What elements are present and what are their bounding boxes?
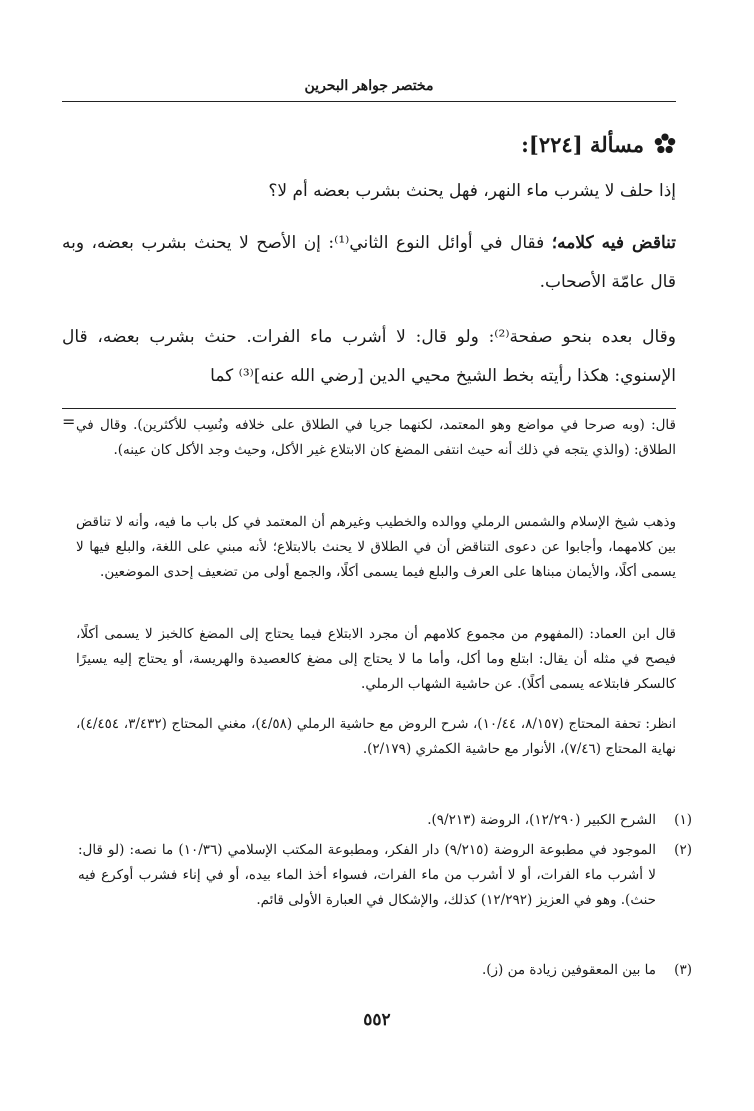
header-title: مختصر جواهر البحرين (304, 78, 434, 94)
note-block-1: قال: (وبه صرحا في مواضع وهو المعتمد، لكنهما جريا في الطلاق على خلافه ونُسِب للأكثرين). وقال في الطلاق: (والذي يتجه في ذلك أنه حيث انتفى المضغ كان الابتلاع غير الأكل، وحيث وجد الأكل كان عينه). (76, 417, 676, 458)
question-label: مسألة [٢٢٤]: (521, 131, 644, 157)
note-block-4: انظر: تحفة المحتاج (٨/١٥٧، ١٠/٤٤)، شرح الروض مع حاشية الرملي (٤/٥٨)، مغني المحتاج (٣/٤٣٢، ٤/٤٥٤)، نهاية المحتاج (٧/٤٦)، الأنوار مع حاشية الكمثري (٢/١٧٩). (76, 716, 676, 757)
footnote-text: ما بين المعقوفين زيادة من (ز). (481, 962, 656, 978)
footnote-1 (78, 808, 692, 833)
footnote-number: (٣) (674, 962, 692, 978)
page-number: ٥٥٢ (363, 1010, 391, 1030)
question-heading (116, 124, 676, 164)
footnote-text: الموجود في مطبوعة الروضة (٩/٢١٥) دار الفكر، ومطبوعة المكتب الإسلامي (١٠/٣٦) ما نصه: (لو قال: لا أشرب ماء الفرات، أو لا أشرب من ماء الفرات، فسواء أخذ الماء بيده، أو في إناء فشرب أوكرع فيه حنث). وهو في العزيز (١٢/٢٩٢) كذلك، والإشكال في العبارة الأولى قائم. (78, 842, 656, 908)
flower-ornament-icon (654, 133, 676, 155)
footnote-number: (١) (674, 812, 692, 828)
note-block-3: قال ابن العماد: (المفهوم من مجموع كلامهم أن مجرد الابتلاع فيما يحتاج إلى المضغ كالخبز لا يسمى أكلًا، فيصح في مثله أن يقال: ابتلع وما أكل، وأما ما لا يحتاج إلى مضغ كالعصيدة والهريسة، أو يحتاج إليه يسيرًا كالسكر فابتلاعه يسمى أكلًا). عن حاشية الشهاب الرملي. (76, 626, 676, 692)
body-paragraph-1: إذا حلف لا يشرب ماء النهر، فهل يحنث بشرب بعضه أم لا؟ (268, 181, 676, 201)
body-emphasis: تناقض فيه كلامه؛ (551, 233, 676, 253)
continuation-mark: = (62, 412, 76, 431)
footnote-2 (78, 838, 692, 913)
note-block-2: وذهب شيخ الإسلام والشمس الرملي ووالده والخطيب وغيرهم أن المعتمد في كل باب ما فيه، وأنه لا تناقض بين كلامهما، وأجابوا عن دعوى التناقض أن في الطلاق لا يحنث بالابتلاع؛ لأنه مبني على اللغة، والبلع فيها لا يسمى أكلًا، والأيمان مبناها على العرف والبلع فيما يسمى أكلًا، والجمع أولى من تضعيف إحدى الموضعين. (76, 514, 676, 580)
footnote-3 (78, 958, 692, 983)
footnote-text: الشرح الكبير (١٢/٢٩٠)، الروضة (٩/٢١٣). (427, 812, 656, 828)
footnote-number: (٢) (674, 842, 692, 858)
body-paragraph-3: وقال بعده بنحو صفحة⁽²⁾: ولو قال: لا أشرب ماء الفرات. حنث بشرب بعضه، قال الإسنوي: هكذا رأيته بخط الشيخ محيي الدين [رضي الله عنه]⁽³⁾ كما (62, 327, 676, 386)
footnote-separator (62, 408, 676, 409)
body-paragraph-2: تناقض فيه كلامه؛ فقال في أوائل النوع الثاني⁽¹⁾: إن الأصح لا يحنث بشرب بعضه، وبه قال عامّة الأصحاب. (62, 233, 676, 292)
running-header (62, 72, 676, 102)
